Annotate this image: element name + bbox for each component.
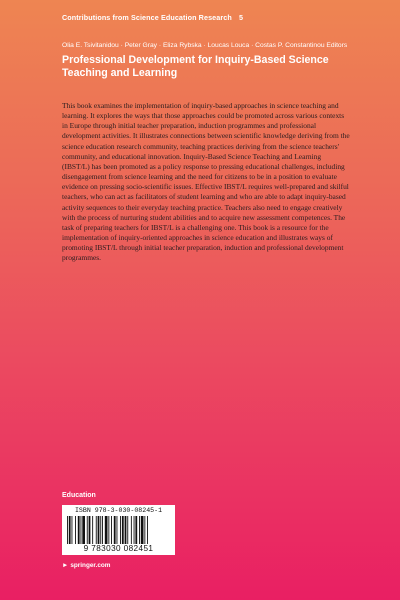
barcode-digits: 9 783030 082451 [83,544,154,553]
book-description: This book examines the implementation of inquiry-based approaches in science teaching and learning. It explores the ways that those approaches could be promoted across various contexts in Europe through initial teacher preparation, induction programmes and professional development activities. It illustrates connections between scientific knowledge deriving from the science education research community, teaching practices deriving from the science teachers' community, and educational innovation. Inquiry-Based Science Teaching and Learning (IBST/L) has been promoted as a policy response to pressing educational challenges, including disengagement from science learning and the need for citizens to be in a position to evaluate evidence on pressing socio-scientific issues. Effective IBST/L requires well-prepared and skilful teachers, who can act as facilitators of student learning and who are able to adapt inquiry-based activity sequences to their everyday teaching practice. Teachers also need to engage creatively with the process of nurturing student abilities and to acquire new assessment competences. The task of preparing teachers for IBST/L is a challenging one. This book is a resource for the implementation of inquiry-oriented approaches in science education and illustrates ways of promoting IBST/L through initial teacher preparation, induction and professional development programmes. [62,101,350,263]
barcode-bar [78,516,80,544]
barcode-bar [120,516,121,544]
barcode-bar [134,516,135,544]
barcode-bar [122,516,124,544]
barcode-bar [100,516,101,544]
editors-line [62,42,347,49]
barcode-bar [108,516,109,544]
barcode-bar [144,516,145,544]
barcode-bar [82,516,85,544]
barcode-bar [67,516,68,544]
barcode-bar [125,516,127,544]
barcode-bar [111,516,112,544]
barcode-bar [102,516,103,544]
barcode-bar [98,516,100,544]
barcode-bar [92,516,93,544]
barcode-bar [69,516,71,544]
barcode-bar [131,516,132,544]
barcode-bar [75,516,76,544]
editors-label: Editors [326,42,348,49]
arrow-icon: ► [62,562,69,569]
series-line [62,13,243,22]
barcode-block [62,505,175,555]
barcode-bar [117,516,118,544]
publisher-website[interactable] [62,562,110,569]
subject-category: Education [62,492,96,499]
barcode-bar [89,516,91,544]
website-label: springer.com [70,562,111,569]
barcode-bar [72,516,73,544]
series-number: 5 [238,13,244,22]
isbn-number: ISBN 978-3-030-08245-1 [74,507,163,514]
barcode-bar [139,516,140,544]
barcode-bar [96,516,97,544]
barcode-bar [147,516,148,544]
barcode-bar [114,516,116,544]
barcode-bar [105,516,108,544]
barcode-bar [135,516,137,544]
barcode-bar [87,516,88,544]
barcode-icon [67,516,170,544]
series-name: Contributions from Science Education Research [62,13,232,22]
editor-names: Olia E. Tsivitanidou · Peter Gray · Eliza Rybska · Loucas Louca · Costas P. Constantinou [62,42,325,49]
barcode-bar [81,516,82,544]
barcode-bar [141,516,144,544]
barcode-bar [127,516,128,544]
book-title: Professional Development for Inquiry-Based Science Teaching and Learning [62,54,329,79]
